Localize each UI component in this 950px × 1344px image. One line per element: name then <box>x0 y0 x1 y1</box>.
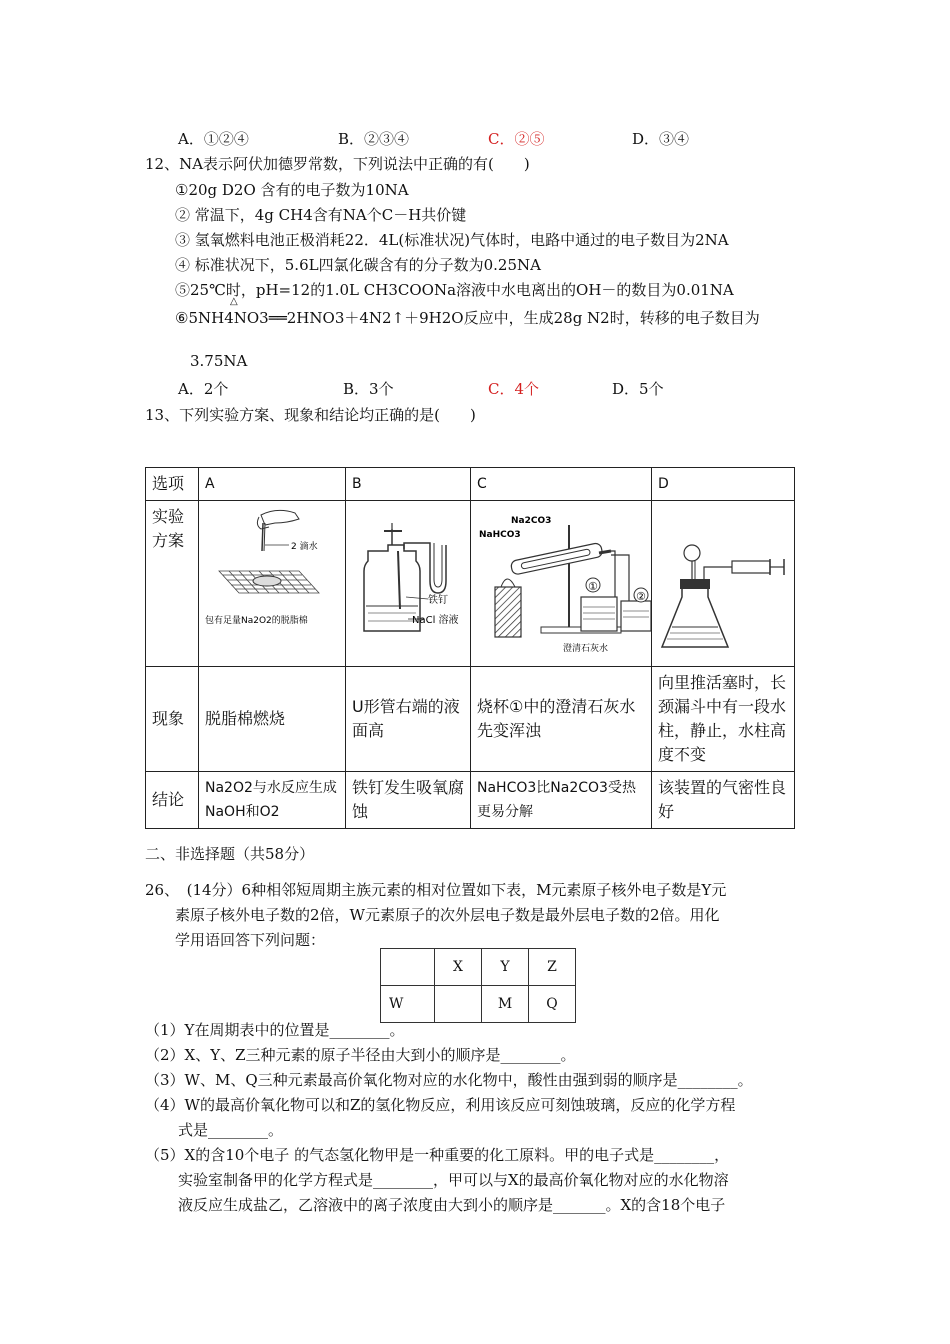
q13-figure-b <box>346 501 471 667</box>
q12-item-6-condition: △ <box>230 296 238 307</box>
q26-intro-line-1: 26、 (14分）6种相邻短周期主族元素的相对位置如下表，M元素原子核外电子数是Y元 <box>145 881 727 899</box>
q13-figure-a <box>199 501 346 667</box>
q26-part-1: （1）Y在周期表中的位置是________。 <box>145 1021 405 1039</box>
q12-option-c: C．4个 <box>488 380 540 398</box>
q13-figure-d <box>652 501 795 667</box>
q26-part-3: （3）W、M、Q三种元素最高价氧化物对应的水化物中，酸性由强到弱的顺序是________。 <box>145 1071 753 1089</box>
el-cell-0-2: Y <box>482 949 529 986</box>
q11-option-d: D．③④ <box>632 130 690 148</box>
q11-option-c: C．②⑤ <box>488 130 545 148</box>
q12-item-6: ⑥5NH4NO3══2HNO3＋4N2↑＋9H2O反应中，生成28g N2时，转移的电子数目为 <box>175 309 760 327</box>
q13-row-scheme-label: 实验方案 <box>146 501 199 667</box>
q13-phenomenon-d: 向里推活塞时，长颈漏斗中有一段水柱，静止，水柱高度不变 <box>652 667 795 772</box>
q26-part-4-cont: 式是________。 <box>178 1121 284 1139</box>
fig-c-beaker2-label: ② <box>636 590 646 603</box>
q12-item-2: ② 常温下，4g CH4含有NA个C－H共价键 <box>175 206 467 224</box>
q26-intro-line-2: 素原子核外电子数的2倍，W元素原子的次外层电子数是最外层电子数的2倍。用化 <box>175 906 720 924</box>
fig-a-cotton-label: 包有足量Na2O2的脱脂棉 <box>205 616 308 626</box>
q13-phenomenon-a: 脱脂棉燃烧 <box>199 667 346 772</box>
q12-stem: 12、NA表示阿伏加德罗常数，下列说法中正确的有( ) <box>145 155 530 173</box>
fig-b-nail-label: 铁钉 <box>428 595 448 606</box>
q11-option-b: B．②③④ <box>338 130 410 148</box>
el-cell-0-0 <box>381 949 435 986</box>
q13-phenomenon-c: 烧杯①中的澄清石灰水先变浑浊 <box>471 667 652 772</box>
q13-conclusion-b: 铁钉发生吸氧腐蚀 <box>346 772 471 829</box>
q12-item-5: ⑤25℃时，pH=12的1.0L CH3COONa溶液中水电离出的OH－的数目为0.01NA <box>175 281 734 299</box>
q12-item-6-cont: 3.75NA <box>190 352 248 370</box>
q12-option-a: A．2个 <box>178 380 229 398</box>
q13-header-c: C <box>471 468 652 501</box>
q26-part-5: （5）X的含10个电子 的气态氢化物甲是一种重要的化工原料。甲的电子式是________， <box>145 1146 730 1164</box>
q13-row-conclusion-label: 结论 <box>146 772 199 829</box>
q11-option-a: A．①②④ <box>178 130 249 148</box>
q13-conclusion-c: NaHCO3比Na2CO3受热更易分解 <box>471 772 652 829</box>
el-cell-1-0: W <box>381 986 435 1023</box>
q26-element-table <box>380 948 576 1023</box>
q13-conclusion-d: 该装置的气密性良好 <box>652 772 795 829</box>
fig-c-nahco3-label: NaHCO3 <box>479 530 521 540</box>
q13-header-d: D <box>652 468 795 501</box>
q12-item-4: ④ 标准状况下，5.6L四氯化碳含有的分子数为0.25NA <box>175 256 541 274</box>
el-cell-1-1 <box>435 986 482 1023</box>
q13-header-b: B <box>346 468 471 501</box>
q12-option-b: B．3个 <box>343 380 394 398</box>
q13-header-a: A <box>199 468 346 501</box>
el-cell-0-3: Z <box>529 949 576 986</box>
fig-c-limewater-label: 澄清石灰水 <box>563 644 609 654</box>
q13-phenomenon-b: U形管右端的液面高 <box>346 667 471 772</box>
el-cell-0-1: X <box>435 949 482 986</box>
q26-part-4: （4）W的最高价氧化物可以和Z的氢化物反应，利用该反应可刻蚀玻璃，反应的化学方程 <box>145 1096 736 1114</box>
section2-title: 二、非选择题（共58分） <box>145 845 315 863</box>
q12-option-d: D．5个 <box>612 380 664 398</box>
q13-conclusion-a: Na2O2与水反应生成NaOH和O2 <box>199 772 346 829</box>
q26-part-2: （2）X、Y、Z三种元素的原子半径由大到小的顺序是________。 <box>145 1046 576 1064</box>
fig-c-na2co3-label: Na2CO3 <box>511 516 552 526</box>
q12-item-3: ③ 氢氧燃料电池正极消耗22．4L(标准状况)气体时，电路中通过的电子数目为2NA <box>175 231 729 249</box>
q26-intro-line-3: 学用语回答下列问题： <box>175 931 326 949</box>
el-cell-1-3: Q <box>529 986 576 1023</box>
q26-part-5-cont-1: 实验室制备甲的化学方程式是________，甲可以与X的最高价氧化物对应的水化物溶 <box>178 1171 729 1189</box>
fig-c-beaker1-label: ① <box>588 580 598 593</box>
q13-figure-c <box>471 501 652 667</box>
q13-row-phenomenon-label: 现象 <box>146 667 199 772</box>
q13-header-option: 选项 <box>146 468 199 501</box>
q13-table <box>145 467 795 829</box>
el-cell-1-2: M <box>482 986 529 1023</box>
q13-stem: 13、下列实验方案、现象和结论均正确的是( ) <box>145 406 476 424</box>
q12-item-1: ①20g D2O 含有的电子数为10NA <box>175 181 409 199</box>
fig-a-water-label: 2 滴水 <box>291 542 318 552</box>
fig-b-solution-label: NaCl 溶液 <box>412 615 459 626</box>
q26-part-5-cont-2: 液反应生成盐乙，乙溶液中的离子浓度由大到小的顺序是_______。X的含18个电子 <box>178 1196 726 1214</box>
